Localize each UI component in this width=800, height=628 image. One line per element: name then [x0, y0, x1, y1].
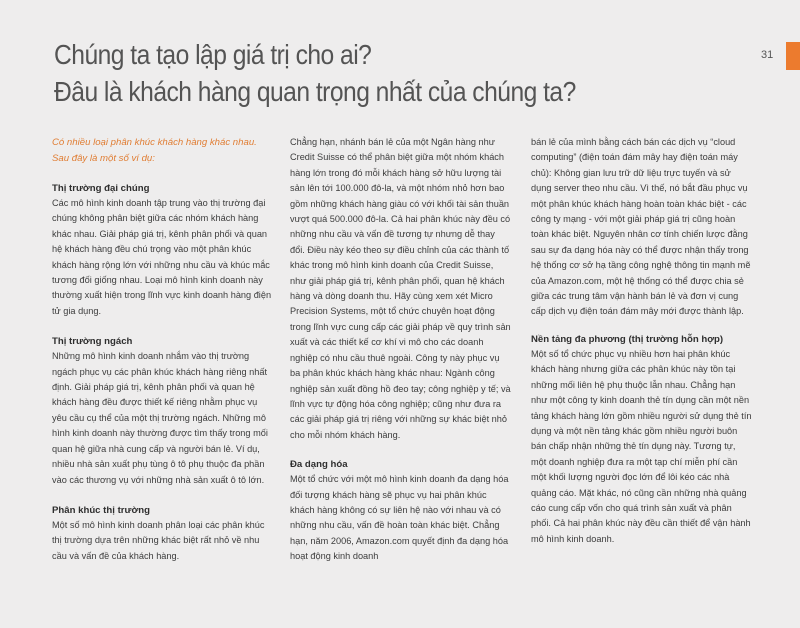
intro-text: Có nhiều loại phân khúc khách hàng khác nhau. Sau đây là một số ví dụ:	[52, 137, 257, 164]
section-body: Một số tổ chức phục vụ nhiều hơn hai phân khúc khách hàng nhưng giữa các phân khúc này tồn tại những mối liên hệ phụ thuộc lẫn nhau. Chẳng hạn như một công ty kinh doanh thẻ tín dụng cần một nền tảng khách hàng lớn gồm nhiều người sử dụng thẻ tín dụng và một nền tảng khác gồm nhiều người buôn bán chấp nhận những thẻ tín dụng này. Tương tự, một doanh nghiệp đưa ra một tạp chí miễn phí cần một khối lượng người đọc lớn để lôi kéo các nhà quảng cáo. Mặt khác, nó cũng cần những nhà quảng cáo cung cấp vốn cho quá trình sản xuất và phân phối. Cả hai phân khúc này đều cần thiết để vận hành mô hình kinh doanh.	[531, 348, 752, 544]
title-line-1: Chúng ta tạo lập giá trị cho ai?	[54, 39, 372, 70]
section-body: Một số mô hình kinh doanh phân loại các phân khúc thị trường dựa trên những khác biệt rất nhỏ về nhu cầu và vấn đề của khách hàng.	[52, 519, 265, 561]
text-column-3	[531, 135, 753, 562]
section-heading: Phân khúc thị trường	[52, 504, 150, 516]
section-body: Các mô hình kinh doanh tập trung vào thị trường đại chúng không phân biệt giữa các nhóm khách hàng khác nhau. Giải pháp giá trị, kênh phân phối và quan hệ khách hàng đều chú trọng vào một phân khúc khách hàng rộng lớn với những nhu cầu và khúc mắc tương đối giống nhau. Loại mô hình kinh doanh này thường xuất hiện trong lĩnh vực kinh doanh hàng điện tử gia dụng.	[52, 198, 272, 316]
title-line-2: Đâu là khách hàng quan trọng nhất của chúng ta?	[54, 76, 576, 107]
section-niche-market	[52, 334, 274, 488]
page-title	[54, 36, 652, 110]
text-column-2	[290, 135, 512, 580]
section-heading: Thị trường đại chúng	[52, 183, 150, 194]
section-segmented	[52, 503, 274, 564]
continued-text: bán lẻ của mình bằng cách bán các dịch vụ “cloud computing” (điện toán đám mây hay điện toán máy chủ): Không gian lưu trữ dữ liệu trực tuyến và sử dụng server theo nhu cầu. Vì thế, nó bắt đầu phục vụ một phân khúc khách hàng hoàn toàn khác biệt - các công ty mạng - với một giải pháp giá trị cũng hoàn toàn khác biệt. Nguyên nhân cơ tính chiến lược đằng sau sự đa dạng hóa này có thể được nhận thấy trong hệ thống cơ sở hạ tầng công nghệ thông tin mạnh mẽ của Amazon.com, một hệ thống có thể được chia sẻ giữa các trung tâm vận hành bán lẻ và đơn vị cung cấp dịch vụ điện toán đám mây mới được thành lập.	[531, 137, 751, 317]
section-body: Những mô hình kinh doanh nhắm vào thị trường ngách phục vụ các phân khúc khách hàng riêng nhất định. Giải pháp giá trị, kênh phân phối và quan hệ khách hàng đều được thiết kế riêng nhằm phục vụ yêu cầu cụ thể của một thị trường ngách. Những mô hình kinh doanh này thường được tìm thấy trong mối quan hệ giữa nhà cung cấp và người bán lẻ. Ví dụ, nhiều nhà sản xuất phụ tùng ô tô phụ thuộc đa phần vào các thương vụ với những nhà sản xuất ô tô lớn.	[52, 351, 268, 485]
section-heading: Đa dạng hóa	[290, 459, 348, 471]
continued-text: Chẳng hạn, nhánh bán lẻ của một Ngân hàng như Credit Suisse có thể phân biệt giữa một nhóm khách hàng lớn trong đó mỗi khách hàng sở hữu lượng tài sản lên tới 100.000 đô-la, và một nhóm nhỏ hơn bao gồm những khách hàng giàu có với khối tài sản thuần vượt quá 500.000 đô-la. Cả hai phân khúc này đều có những nhu cầu và vấn đề tương tự nhưng dễ thay đổi. Điều này kéo theo sự điều chỉnh của các thành tố khác trong mô hình kinh doanh của Credit Suisse, như giải pháp giá trị, kênh phân phối, quan hệ khách hàng và dòng doanh thu. Hãy cùng xem xét Micro Precision Systems, một tổ chức chuyên hoạt động trong lĩnh vực cung cấp các giải pháp về quy trình sản xuất và các thiết kế cơ khí vi mô cho các doanh nghiệp có nhu cầu thuê ngoài. Công ty này phục vụ ba phân khúc khách hàng khác nhau: Ngành công nghiệp sản xuất đồng hồ đeo tay; công nghiệp y tế; và lĩnh vực tự động hóa công nghiệp; cũng như đưa ra các giải pháp giá trị riêng với những sự khác biệt nhỏ cho mỗi nhóm khách hàng.	[290, 137, 511, 440]
page-tab-marker	[786, 42, 800, 70]
section-body: Một tổ chức với một mô hình kinh doanh đa dạng hóa đối tượng khách hàng sẽ phục vụ hai phân khúc khách hàng không có sự liên hệ nào với nhau và có những nhu cầu, vấn đề hoàn toàn khác biệt. Chẳng hạn, năm 2006, Amazon.com quyết định đa dạng hóa hoạt động kinh doanh	[290, 474, 509, 562]
page-number: 31	[761, 49, 774, 61]
section-multi-sided	[531, 332, 753, 547]
section-heading: Nền tảng đa phương (thị trường hỗn hợp)	[531, 333, 724, 345]
section-diversified	[290, 457, 512, 564]
section-heading: Thị trường ngách	[52, 336, 133, 348]
section-mass-market	[52, 181, 274, 319]
text-column-1	[52, 135, 274, 579]
